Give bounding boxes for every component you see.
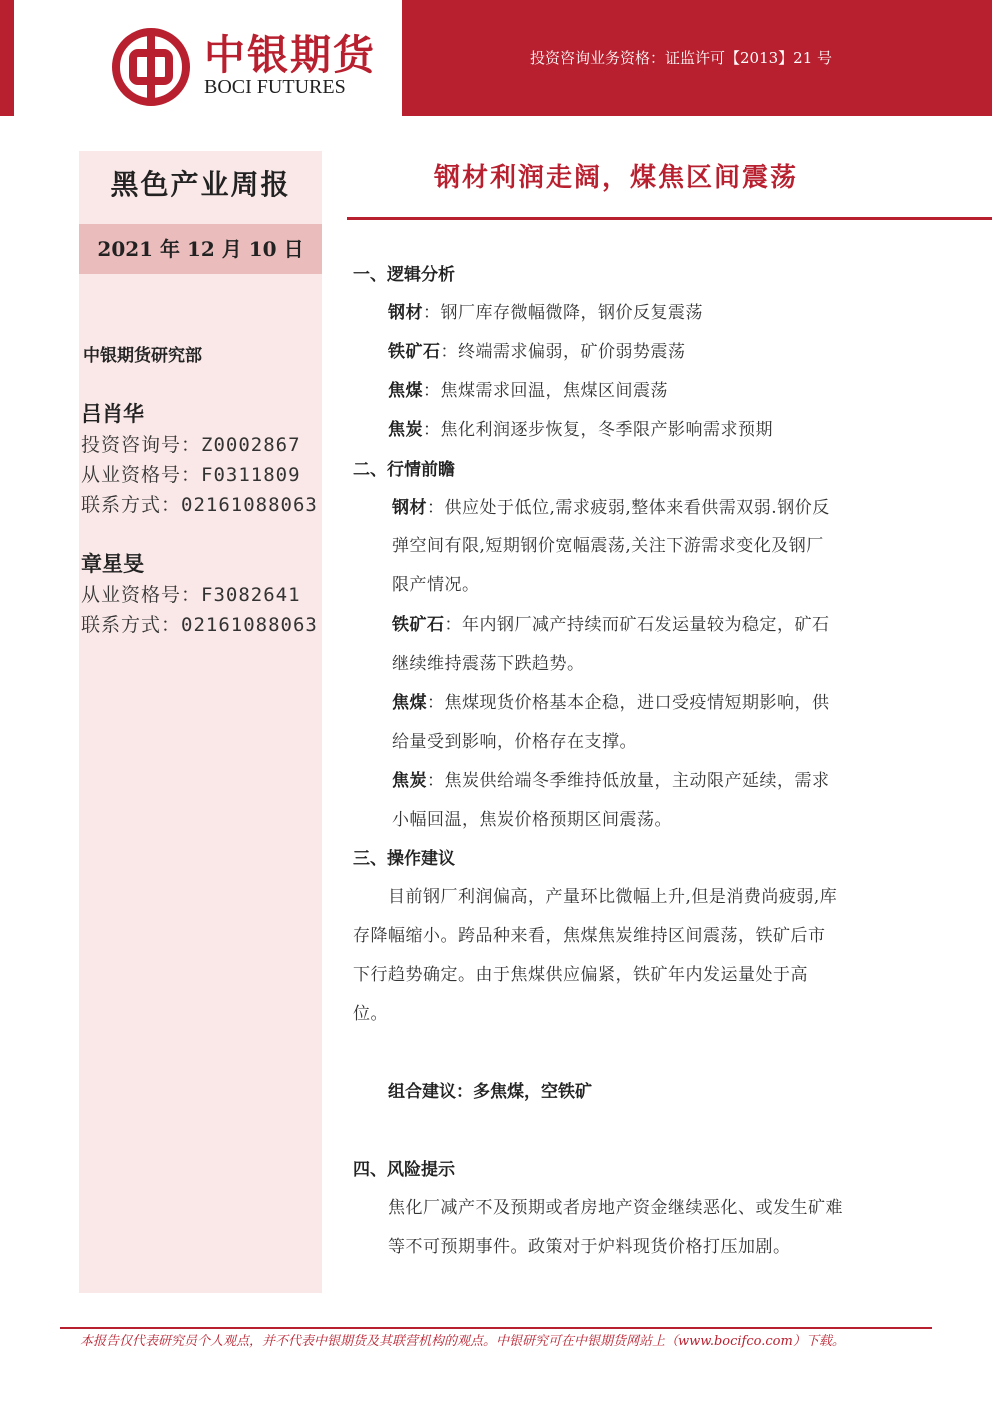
logo-english-name: BOCI FUTURES [204,76,346,98]
analyst-license-id: 从业资格号：F0311809 [81,464,301,486]
section-heading: 二、行情前瞻 [353,460,455,480]
section-heading: 一、逻辑分析 [353,265,455,285]
item-label: 钢材 [392,498,427,518]
risk-line: 焦化厂减产不及预期或者房地产资金继续恶化、或发生矿难 [388,1198,843,1218]
item-text: ：焦煤现货价格基本企稳，进口受疫情短期影响，供 [427,693,830,713]
outlook-ore-cont: 继续维持震荡下跌趋势。 [392,654,585,674]
analyst-contact: 联系方式：02161088063 [81,614,318,636]
analyst-card [81,398,318,520]
analyst-license-id: 从业资格号：F3082641 [81,584,301,606]
item-text: ：年内钢厂减产持续而矿石发运量较为稳定，矿石 [444,615,830,635]
outlook-steel-cont: 弹空间有限,短期钢价宽幅震荡,关注下游需求变化及钢厂 [392,536,824,556]
section-heading: 四、风险提示 [353,1160,455,1180]
outlook-coking-coal [392,688,830,713]
item-text: ：终端需求偏弱，矿价弱势震荡 [440,342,686,362]
item-label: 焦煤 [392,693,427,713]
analyst-contact: 联系方式：02161088063 [81,494,318,516]
header-band-left [0,0,14,116]
item-text: ：焦化利润逐步恢复，冬季限产影响需求预期 [423,420,773,440]
item-text: ：焦炭供给端冬季维持低放量，主动限产延续，需求 [427,771,830,791]
research-dept: 中银期货研究部 [83,346,202,366]
footer-disclaimer: 本报告仅代表研究员个人观点，并不代表中银期货及其联营机构的观点。中银研究可在中银期货网站上（www.bocifco.com）下载。 [80,1334,845,1349]
outlook-steel-cont: 限产情况。 [392,575,480,595]
item-label: 铁矿石 [388,342,441,362]
advice-line: 存降幅缩小。跨品种来看，焦煤焦炭维持区间震荡，铁矿后市 [353,926,826,946]
logic-item-coking-coal [388,376,668,401]
item-label: 焦煤 [388,381,423,401]
sidebar [79,151,322,1293]
outlook-coke [392,766,830,791]
report-title: 钢材利润走阔，煤焦区间震荡 [434,163,799,193]
item-label: 焦炭 [388,420,423,440]
analyst-consult-id: 投资咨询号：Z0002867 [81,434,301,456]
item-text: ：供应处于低位,需求疲弱,整体来看供需双弱.钢价反 [427,498,830,518]
item-label: 焦炭 [392,771,427,791]
analyst-name: 章星旻 [81,551,144,576]
item-label: 钢材 [388,303,423,323]
combo-recommendation: 组合建议：多焦煤，空铁矿 [388,1082,592,1102]
item-text: ：焦煤需求回温，焦煤区间震荡 [423,381,668,401]
logic-item-steel [388,298,703,323]
outlook-coke-cont: 小幅回温，焦炭价格预期区间震荡。 [392,810,672,830]
boc-logo-icon [112,28,190,110]
analyst-name: 吕肖华 [81,401,144,426]
outlook-steel [392,493,830,518]
license-text: 投资咨询业务资格：证监许可【2013】21 号 [530,49,833,67]
advice-line: 目前钢厂利润偏高，产量环比微幅上升,但是消费尚疲弱,库 [388,887,838,907]
report-series-title: 黑色产业周报 [110,168,291,201]
risk-line: 等不可预期事件。政策对于炉料现货价格打压加剧。 [388,1237,791,1257]
analyst-card [81,548,318,640]
footer-divider [60,1327,932,1329]
section-heading: 三、操作建议 [353,849,455,869]
item-text: ：钢厂库存微幅微降，钢价反复震荡 [423,303,703,323]
logo-chinese-name: 中银期货 [204,31,376,79]
outlook-coking-coal-cont: 给量受到影响，价格存在支撑。 [392,732,637,752]
item-label: 铁矿石 [392,615,445,635]
logic-item-coke [388,415,773,440]
logic-item-ore [388,337,686,362]
title-divider [347,217,992,220]
advice-line: 位。 [353,1004,388,1024]
advice-line: 下行趋势确定。由于焦煤供应偏紧，铁矿年内发运量处于高 [353,965,808,985]
outlook-ore [392,610,830,635]
report-date: 2021 年 12 月 10 日 [79,224,322,274]
